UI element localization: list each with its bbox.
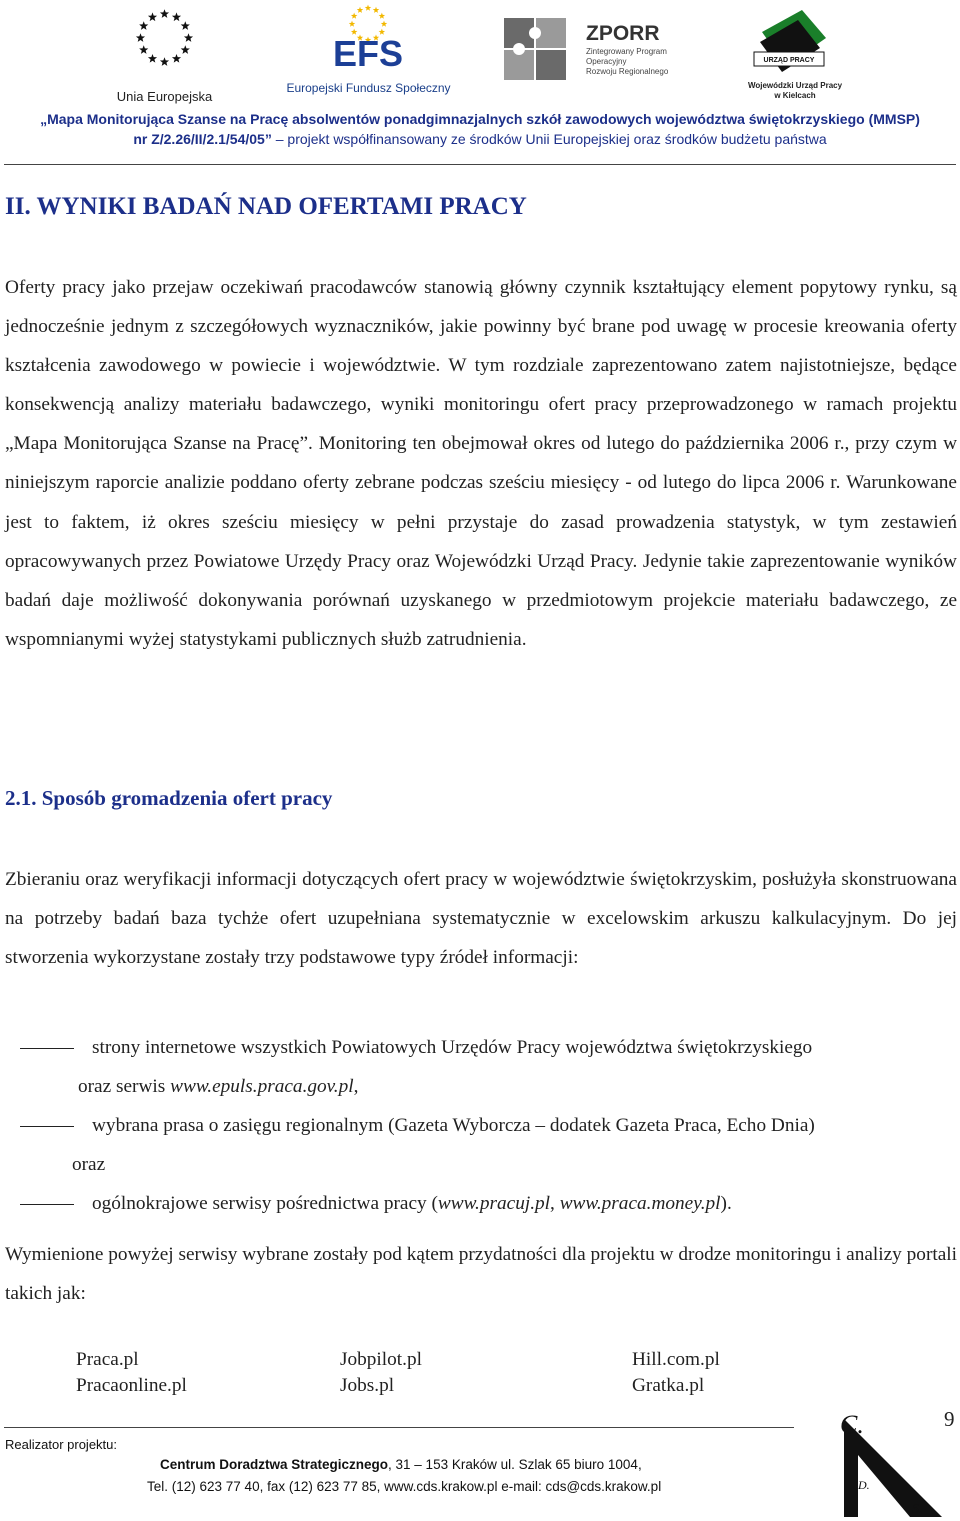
dash-icon <box>20 1048 74 1049</box>
project-number: nr Z/2.26/II/2.1/54/05” <box>133 131 272 147</box>
source-item-1-suffix: , <box>353 1076 359 1097</box>
footer-org <box>160 1457 642 1472</box>
source-item-1-prefix: oraz serwis <box>78 1076 171 1097</box>
footer-org-name: Centrum Doradztwa Strategicznego <box>160 1457 389 1472</box>
footer-label: Realizator projektu: <box>5 1437 117 1452</box>
urzad-pracy-emblem-icon <box>740 4 850 76</box>
zporr-wordmark: ZPORR <box>586 22 660 45</box>
cds-logo-s: S. <box>912 1502 923 1517</box>
section-title: II. WYNIKI BADAŃ NAD OFERTAMI PRACY <box>5 193 527 220</box>
portal-name: Jobpilot.pl <box>340 1349 422 1370</box>
star-icon <box>349 21 355 27</box>
dash-icon <box>20 1126 74 1127</box>
urzad-pracy-caption-2: w Kielcach <box>774 91 816 100</box>
cds-logo <box>838 1405 948 1521</box>
page-number: 9 <box>944 1407 955 1431</box>
eu-stars-icon <box>113 4 216 72</box>
pracuj-link[interactable]: www.pracuj.pl <box>437 1193 551 1214</box>
project-cofinance: – projekt współfinansowany ze środków Unii Europejskiej oraz środków budżetu państwa <box>271 131 827 147</box>
portal-name: Pracaonline.pl <box>76 1375 187 1396</box>
epuls-link[interactable]: www.epuls.praca.gov.pl <box>170 1076 354 1097</box>
source-item-2-text: wybrana prasa o zasięgu regionalnym (Gazeta Wyborcza – dodatek Gazeta Praca, Echo Dnia) <box>92 1115 815 1136</box>
efs-logo <box>281 4 456 98</box>
footer-divider <box>4 1427 794 1428</box>
puzzle-icon <box>504 18 566 80</box>
footer-contact: Tel. (12) 623 77 40, fax (12) 623 77 85, www.cds.krakow.pl e-mail: cds@cds.krakow.pl <box>147 1479 662 1494</box>
eu-logo-caption: Unia Europejska <box>116 89 213 104</box>
header-divider <box>4 164 956 165</box>
source-item-3 <box>20 1184 960 1223</box>
source-item-1 <box>20 1028 960 1067</box>
source-item-2 <box>20 1106 960 1145</box>
source-item-3-prefix: ogólnokrajowe serwisy pośrednictwa pracy ( <box>92 1193 438 1214</box>
project-subtitle <box>0 131 960 147</box>
source-item-1-text: strony internetowe wszystkich Powiatowych Urzędów Pracy województwa świętokrzyskiego <box>92 1037 813 1058</box>
cds-logo-c: C. <box>840 1410 864 1439</box>
footer-org-address: , 31 – 153 Kraków ul. Szlak 65 biuro 1004, <box>388 1457 642 1472</box>
portal-name: Jobs.pl <box>340 1375 395 1396</box>
portal-name: Hill.com.pl <box>632 1349 720 1370</box>
source-item-1-cont <box>78 1067 960 1106</box>
collection-paragraph: Zbieraniu oraz weryfikacji informacji dotyczących ofert pracy w województwie świętokrzyskim, posłużyła skonstruowana na potrzeby badań baza tychże ofert uzupełniana systematycznie w excelowskim arkuszu kalkulacyjnym. Do jej stworzenia wykorzystane zostały trzy podstawowe typy źródeł informacji: <box>5 869 957 969</box>
star-icon <box>357 7 363 13</box>
eu-flag-logo <box>113 4 216 104</box>
portal-name: Gratka.pl <box>632 1375 705 1396</box>
dash-icon <box>20 1204 74 1205</box>
intro-paragraph: Oferty pracy jako przejaw oczekiwań pracodawców stanowią główny czynnik kształtujący element popytowy rynku, są jednocześnie jednym z szczegółowych wyznaczników, jakie powinny być brane pod uwagę w procesie kreowania oferty kształcenia zawodowego w powiecie i województwie. W tym rozdziale zaprezentowano zatem najistotniejsze, będące konsekwencją analizy materiału badawczego, wyniki monitoringu ofert pracy przeprowadzonego w ramach projektu „Mapa Monitorująca Szanse na Pracę”. Monitoring ten obejmował okres od lutego do października 2006 r., przy czym w niniejszym raporcie analizie poddano oferty zebrane podczas sześciu miesięcy - od lutego do lipca 2006 r. Warunkowane jest to faktem, iż okres sześciu miesięcy w pełni przystaje do zasad prowadzenia statystyk, w tym zestawień opracowywanych przez Powiatowe Urzędy Pracy oraz Wojewódzki Urząd Pracy. Jedynie takie zaprezentowanie wyników badań daje możliwość dokonywania porównań uzyskanego w przedmiotowym projekcie materiału badawczego, ze wspomnianymi wyżej statystykami publicznych służb zatrudnienia. <box>5 277 957 650</box>
project-title: „Mapa Monitorująca Szanse na Pracę absolwentów ponadgimnazjalnych szkół zawodowych województwa świętokrzyskiego (MMSP) <box>40 111 920 127</box>
cds-logo-d: D. <box>858 1478 870 1492</box>
efs-wordmark: EFS <box>332 33 404 74</box>
urzad-pracy-badge: URZĄD PRACY <box>763 57 815 64</box>
zporr-caption-3: Rozwoju Regionalnego <box>586 67 669 76</box>
urzad-pracy-caption-1: Wojewódzki Urząd Pracy <box>747 81 843 90</box>
zporr-logo <box>490 4 680 98</box>
star-icon <box>351 13 357 19</box>
zporr-caption-2: Operacyjny <box>586 57 627 66</box>
praca-money-link[interactable]: www.praca.money.pl <box>559 1193 721 1214</box>
portal-name: Praca.pl <box>76 1349 139 1370</box>
urzad-pracy-logo <box>740 4 850 98</box>
efs-emblem-icon <box>281 4 456 74</box>
efs-logo-caption: Europejski Fundusz Społeczny <box>286 81 451 95</box>
source-item-3-sep: , <box>550 1193 555 1214</box>
star-icon <box>379 13 385 19</box>
star-icon <box>373 7 379 13</box>
source-item-3-suffix: ). <box>720 1193 732 1214</box>
source-item-2-cont: oraz <box>72 1154 106 1175</box>
subsection-title: 2.1. Sposób gromadzenia ofert pracy <box>5 786 333 810</box>
portals-intro: Wymienione powyżej serwisy wybrane zostały pod kątem przydatności dla projektu w drodze monitoringu i analizy portali takich jak: <box>5 1244 957 1305</box>
star-icon <box>381 21 387 27</box>
star-icon <box>365 5 371 11</box>
zporr-caption-1: Zintegrowany Program <box>586 47 667 56</box>
